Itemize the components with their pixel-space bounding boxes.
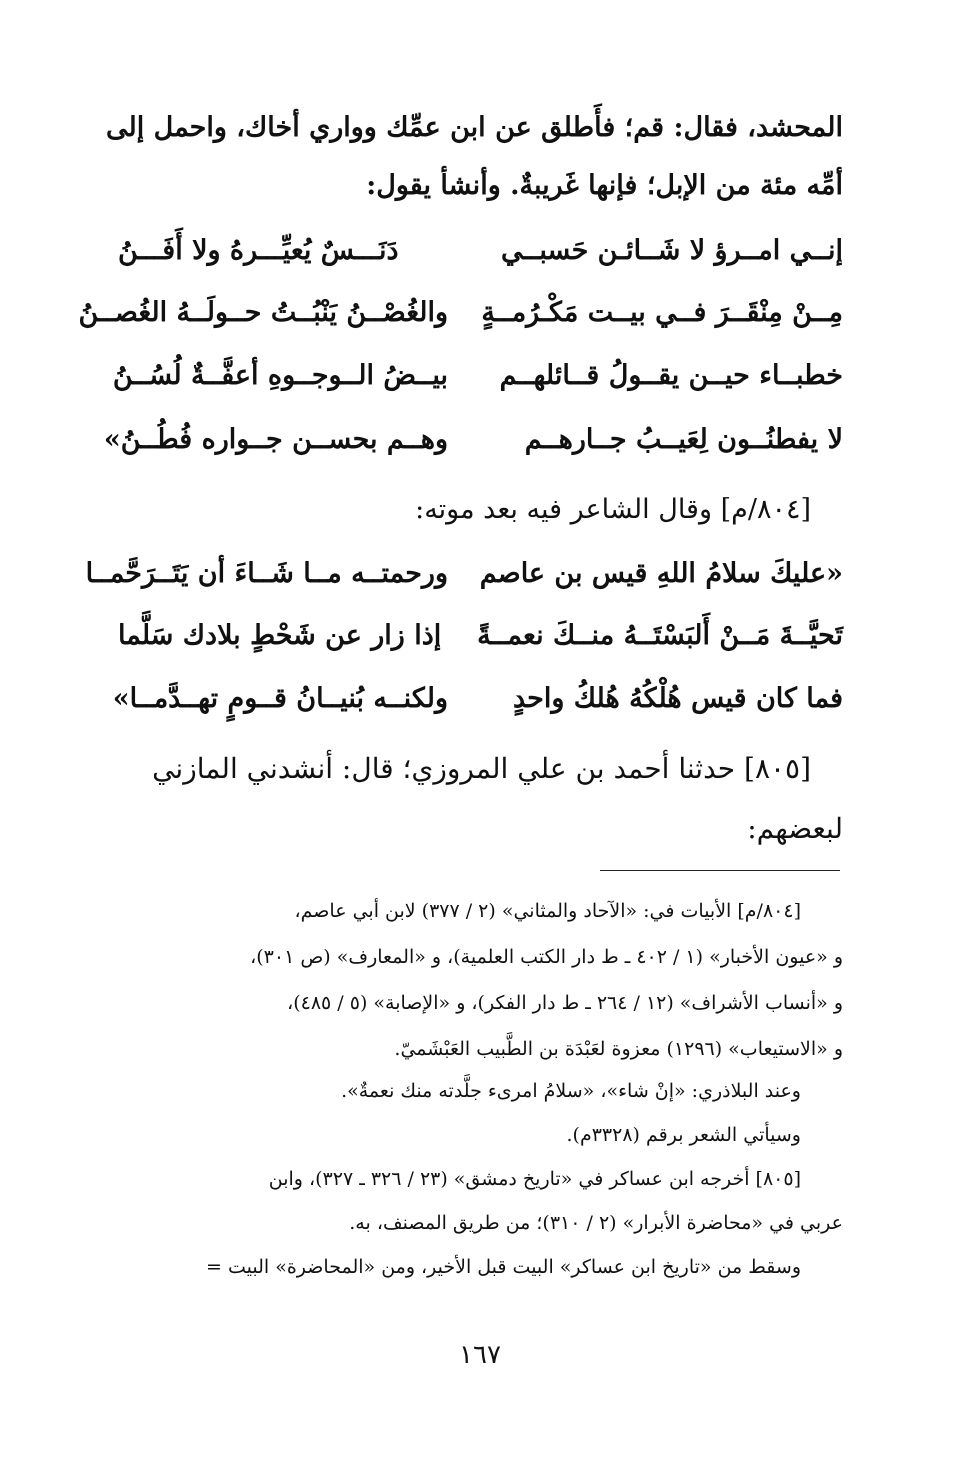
- footnote-line: و «عيون الأخبار» (١ / ٤٠٢ ـ ط دار الكتب العلمية)، و «المعارف» (ص ٣٠١)،: [250, 946, 843, 968]
- hemistich-first: تَحيَّــةَ مَــنْ أَلبَسْتَــهُ منــكَ نعمــةً: [477, 620, 843, 651]
- hemistich-second: ورحمتــه مــا شَــاءَ أن يَتَــرَحَّمــا: [85, 558, 448, 589]
- hemistich-first: مِــنْ مِنْقَــرَ فــي بيــت مَكْـرُمــةٍ: [481, 297, 843, 328]
- hemistich-first: «عليكَ سلامُ اللهِ قيس بن عاصم: [479, 558, 843, 589]
- hemistich-second: بيــضُ الــوجــوهِ أعفَّــةٌ لُسُــنُ: [112, 360, 448, 391]
- poem2-verse-3: [112, 683, 843, 733]
- footnote-separator: [600, 870, 840, 871]
- prose-line-2: أمِّه مئة من الإبل؛ فإنها غَريبةٌ. وأنشأ يقول:: [366, 170, 843, 201]
- footnote-line: وعند البلاذري: «إنْ شاء»، «سلامُ امرىء جلَّدته منك نعمةٌ».: [341, 1080, 801, 1102]
- poem1-verse-2: [78, 297, 843, 347]
- page-number: ١٦٧: [459, 1340, 501, 1370]
- poem1-verse-1: [118, 235, 843, 285]
- footnote-line: و «الاستيعاب» (١٢٩٦) معزوة لعَبْدَة بن الطَّبيب العَبْشَميّ.: [394, 1038, 843, 1060]
- narration-line-2: لبعضهم:: [747, 812, 843, 845]
- poem2-verse-2: [118, 620, 843, 670]
- footnote-line: وسيأتي الشعر برقم (٣٣٢٨م).: [566, 1124, 801, 1146]
- footnote-line: و «أنساب الأشراف» (١٢ / ٢٦٤ ـ ط دار الفكر)، و «الإصابة» (٥ / ٤٨٥)،: [287, 992, 843, 1014]
- poem2-verse-1: [85, 558, 843, 608]
- hemistich-second: والغُصْــنُ يَنْبُــتُ حــولَــهُ الغُصــنُ: [78, 297, 448, 328]
- poem1-verse-4: [103, 424, 843, 474]
- hemistich-first: فما كان قيس هُلْكُهُ هُلكُ واحدٍ: [512, 683, 843, 714]
- hemistich-second: ولكنــه بُنيــانُ قــومٍ تهــدَّمــا»: [112, 683, 448, 714]
- footnote-line: [٨٠٥] أخرجه ابن عساكر في «تاريخ دمشق» (٢٣ / ٣٢٦ ـ ٣٢٧)، وابن: [268, 1168, 801, 1190]
- footnote-line: [٨٠٤/م] الأبيات في: «الآحاد والمثاني» (٢ / ٣٧٧) لابن أبي عاصم،: [294, 900, 801, 922]
- prose-line-1: المحشد، فقال: قم؛ فأَطلق عن ابن عمِّك وواري أخاك، واحمل إلى: [105, 112, 843, 143]
- poem2-intro: [٨٠٤/م] وقال الشاعر فيه بعد موته:: [415, 494, 811, 525]
- hemistich-first: لا يفطنُــون لِعَيــبُ جــارهــم: [524, 424, 843, 455]
- hemistich-first: خطبــاء حيــن يقــولُ قــائلهــم: [499, 360, 843, 391]
- footnote-line: عربي في «محاضرة الأبرار» (٢ / ٣١٠)؛ من طريق المصنف، به.: [349, 1212, 843, 1234]
- poem1-verse-3: [112, 360, 843, 410]
- footnote-line: وسقط من «تاريخ ابن عساكر» البيت قبل الأخير، ومن «المحاضرة» البيت =: [206, 1256, 801, 1278]
- hemistich-first: إنــي امــرؤ لا شَــائـن حَسبــي: [501, 235, 843, 266]
- narration-line-1: [٨٠٥] حدثنا أحمد بن علي المروزي؛ قال: أنشدني المازني: [152, 752, 811, 785]
- hemistich-second: إذا زار عن شَحْطٍ بلادك سَلَّما: [118, 620, 442, 651]
- hemistich-second: دَنَـــسٌ يُعيِّـــرهُ ولا أَفَـــنُ: [118, 235, 399, 266]
- hemistich-second: وهــم بحســن جــواره فُطُــنُ»: [103, 424, 448, 455]
